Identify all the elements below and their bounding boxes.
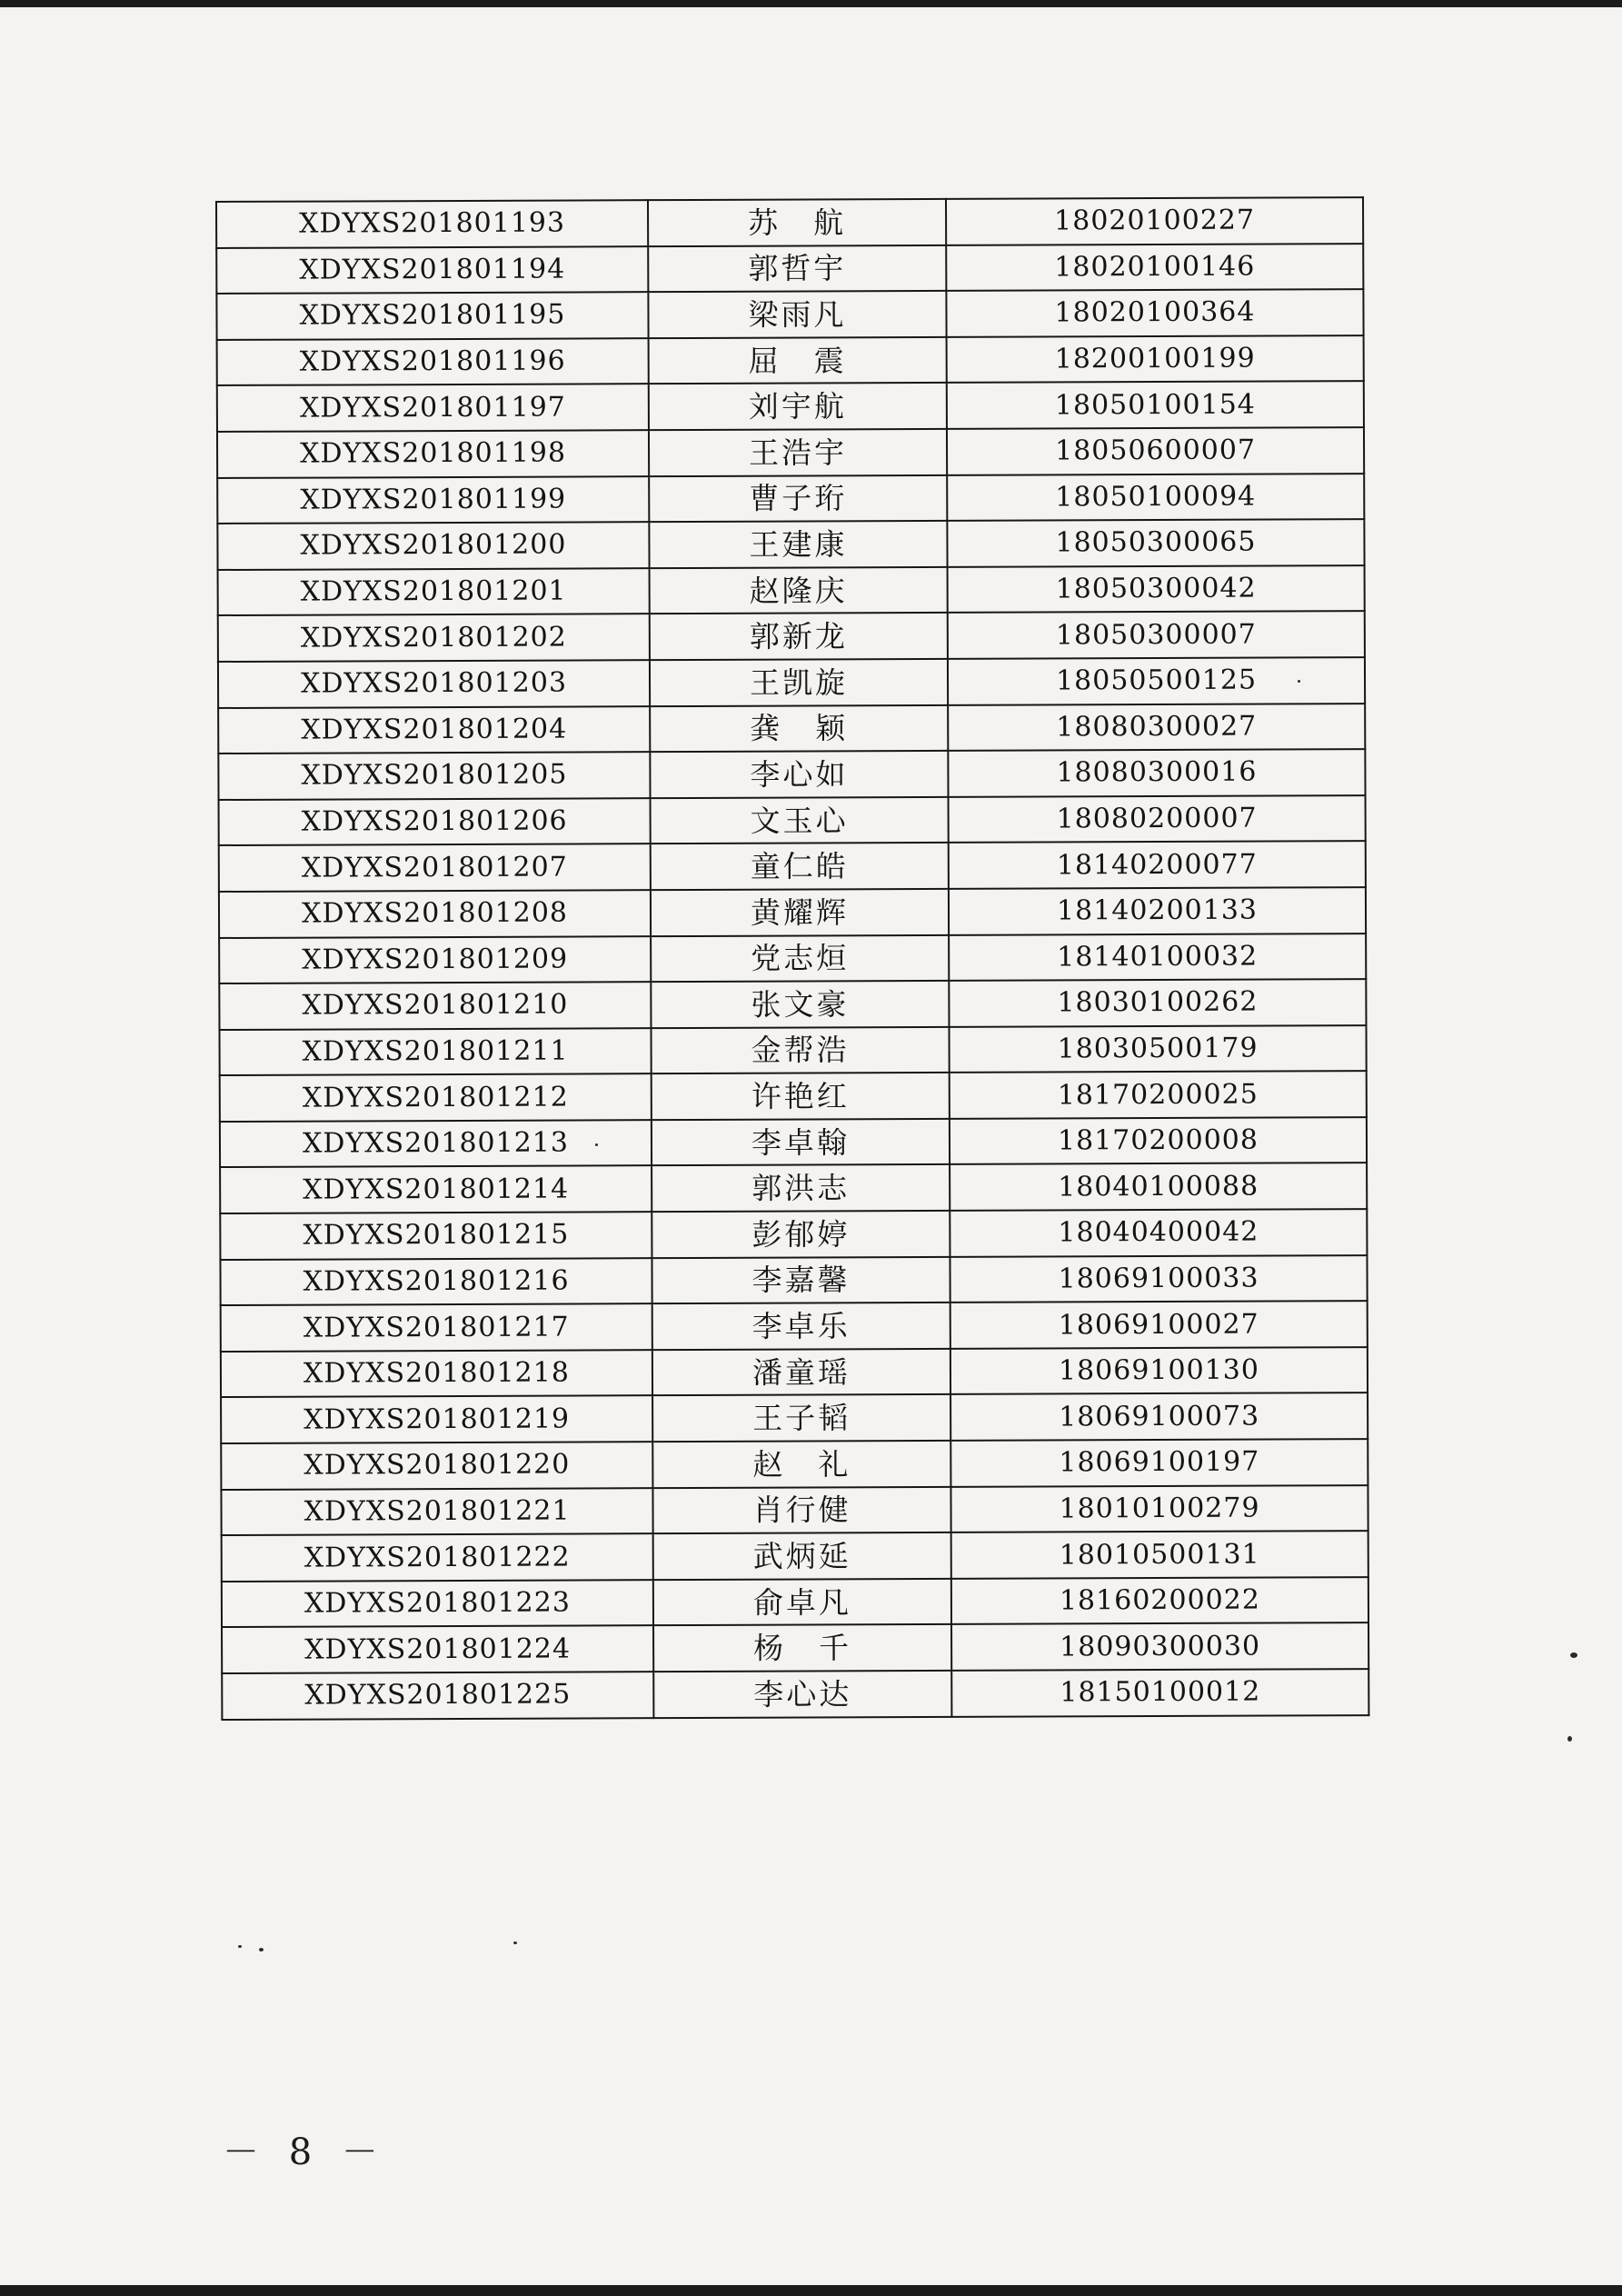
- student-name-cell: 金帮浩: [651, 1027, 949, 1074]
- student-code-cell: XDYXS201801220: [221, 1442, 652, 1489]
- table-row: [222, 1577, 1368, 1627]
- student-id-cell: 18050500125: [948, 657, 1365, 704]
- student-code-cell: XDYXS201801204: [218, 706, 650, 754]
- student-name-cell: 李卓翰: [652, 1119, 950, 1166]
- student-id-cell: 18050600007: [947, 427, 1364, 474]
- student-code-cell: XDYXS201801219: [221, 1396, 652, 1443]
- student-code-cell: XDYXS201801203: [218, 660, 650, 707]
- student-code-cell: XDYXS201801218: [221, 1350, 652, 1397]
- student-name-cell: 赵隆庆: [650, 567, 948, 614]
- student-id-cell: 18050300042: [948, 565, 1365, 613]
- table-row: [221, 1301, 1368, 1351]
- table-row: [221, 1393, 1368, 1443]
- table-row: [219, 841, 1366, 891]
- student-code-cell: XDYXS201801214: [220, 1166, 652, 1213]
- table-row: [217, 474, 1364, 524]
- student-name-cell: 俞卓凡: [653, 1579, 951, 1626]
- student-id-cell: 18080300016: [948, 749, 1365, 796]
- table-row: [218, 611, 1365, 661]
- student-code-cell: XDYXS201801225: [222, 1672, 653, 1719]
- scan-speck: [1298, 680, 1300, 683]
- student-id-cell: 18170200025: [950, 1071, 1367, 1118]
- student-code-cell: XDYXS201801208: [219, 890, 651, 937]
- table-row: [219, 795, 1366, 845]
- student-code-cell: XDYXS201801224: [222, 1626, 653, 1673]
- table-row: [220, 1255, 1367, 1305]
- table-row: [220, 1025, 1367, 1075]
- student-name-cell: 李卓乐: [652, 1303, 950, 1350]
- student-code-cell: XDYXS201801194: [216, 246, 648, 294]
- student-name-cell: 刘宇航: [649, 383, 947, 430]
- table-row: [222, 1669, 1368, 1719]
- student-name-cell: 杨 千: [653, 1624, 951, 1672]
- student-name-cell: 王浩宇: [649, 429, 947, 476]
- page-number: － 8 －: [223, 2131, 387, 2173]
- student-id-cell: 18150100012: [951, 1669, 1368, 1716]
- student-code-cell: XDYXS201801193: [216, 200, 648, 247]
- student-name-cell: 肖行健: [652, 1487, 950, 1534]
- student-id-cell: 18050100154: [947, 382, 1364, 429]
- student-name-cell: 李心达: [653, 1671, 951, 1718]
- student-id-cell: 18160200022: [951, 1577, 1368, 1624]
- student-name-cell: 党志烜: [651, 934, 949, 982]
- student-code-cell: XDYXS201801206: [219, 798, 651, 845]
- student-code-cell: XDYXS201801199: [217, 476, 649, 524]
- table-row: [217, 519, 1364, 569]
- student-name-cell: 童仁皓: [651, 843, 949, 890]
- student-name-cell: 潘童瑶: [652, 1349, 950, 1396]
- student-code-cell: XDYXS201801201: [218, 568, 650, 615]
- student-id-cell: 18040400042: [950, 1209, 1367, 1256]
- student-code-cell: XDYXS201801222: [222, 1533, 653, 1581]
- student-id-cell: 18140100032: [949, 933, 1366, 981]
- student-code-cell: XDYXS201801217: [221, 1303, 652, 1351]
- student-name-cell: 赵 礼: [652, 1441, 950, 1488]
- table-row: [220, 1209, 1367, 1259]
- student-id-cell: 18020100364: [946, 289, 1363, 336]
- student-name-cell: 许艳红: [652, 1073, 950, 1120]
- student-name-cell: 屈 震: [649, 337, 947, 384]
- student-id-cell: 18069100033: [950, 1255, 1367, 1303]
- table-row: [220, 1071, 1367, 1121]
- student-id-cell: 18069100130: [950, 1347, 1368, 1394]
- student-name-cell: 郭洪志: [652, 1164, 950, 1212]
- student-code-cell: XDYXS201801211: [220, 1028, 652, 1075]
- student-name-cell: 郭新龙: [650, 613, 948, 660]
- table-row: [217, 382, 1364, 432]
- table-row: [220, 1163, 1367, 1213]
- student-name-cell: 黄耀辉: [651, 889, 949, 936]
- student-name-cell: 王凯旋: [650, 659, 948, 706]
- table-row: [219, 887, 1366, 937]
- student-id-cell: 18140200077: [949, 841, 1366, 888]
- table-row: [217, 335, 1364, 385]
- student-code-cell: XDYXS201801195: [216, 292, 648, 339]
- table-row: [222, 1531, 1368, 1581]
- scan-speck: [259, 1948, 264, 1952]
- student-name-cell: 文玉心: [651, 797, 949, 844]
- student-name-cell: 龚 颖: [650, 704, 948, 752]
- student-name-cell: 武炳延: [653, 1532, 951, 1580]
- table-row: [218, 704, 1365, 754]
- table-row: [216, 244, 1363, 294]
- student-name-cell: 王子韬: [652, 1394, 950, 1442]
- student-id-cell: 18090300030: [951, 1623, 1368, 1671]
- student-code-cell: XDYXS201801197: [217, 384, 649, 432]
- table-row: [218, 749, 1365, 799]
- table-row: [221, 1485, 1368, 1535]
- student-id-cell: 18069100073: [950, 1393, 1368, 1441]
- table-row: [221, 1439, 1368, 1489]
- student-id-cell: 18080300027: [948, 704, 1365, 751]
- student-code-cell: XDYXS201801198: [217, 430, 649, 477]
- student-name-cell: 王建康: [649, 521, 947, 568]
- student-code-cell: XDYXS201801212: [220, 1073, 652, 1121]
- student-id-cell: 18030100262: [949, 979, 1366, 1026]
- student-code-cell: XDYXS201801223: [222, 1580, 653, 1627]
- table-row: [218, 657, 1365, 707]
- student-code-cell: XDYXS201801210: [219, 982, 651, 1029]
- student-id-cell: 18170200008: [950, 1117, 1367, 1164]
- scan-speck: [595, 1143, 598, 1146]
- student-code-cell: XDYXS201801215: [220, 1212, 652, 1259]
- table-row: [216, 197, 1363, 247]
- scan-speck: [1570, 1652, 1577, 1658]
- scan-speck: [1567, 1736, 1572, 1742]
- student-code-cell: XDYXS201801196: [217, 338, 649, 385]
- student-id-cell: 18200100199: [947, 335, 1364, 383]
- student-id-cell: 18069100197: [950, 1439, 1368, 1486]
- student-code-cell: XDYXS201801213: [220, 1120, 652, 1167]
- table-row: [221, 1347, 1368, 1397]
- roster-table: [215, 196, 1369, 1720]
- student-code-cell: XDYXS201801207: [219, 844, 651, 891]
- student-name-cell: 梁雨凡: [648, 291, 946, 338]
- table-row: [218, 565, 1365, 615]
- student-id-cell: 18080200007: [949, 795, 1366, 843]
- student-code-cell: XDYXS201801221: [221, 1488, 652, 1535]
- table-row: [222, 1623, 1368, 1673]
- student-name-cell: 张文豪: [651, 981, 949, 1028]
- student-name-cell: 郭哲宇: [648, 245, 946, 293]
- student-id-cell: 18069100027: [950, 1301, 1368, 1348]
- student-name-cell: 李心如: [650, 751, 948, 798]
- document-page: [0, 7, 1622, 2285]
- student-code-cell: XDYXS201801216: [220, 1258, 652, 1305]
- student-name-cell: 李嘉馨: [652, 1257, 950, 1304]
- roster-table-body: [216, 197, 1368, 1719]
- student-code-cell: XDYXS201801205: [218, 752, 650, 799]
- student-code-cell: XDYXS201801200: [217, 522, 649, 569]
- student-id-cell: 18010100279: [950, 1485, 1368, 1532]
- student-id-cell: 18140200133: [949, 887, 1366, 934]
- student-id-cell: 18020100227: [946, 197, 1363, 245]
- student-name-cell: 曹子珩: [649, 474, 947, 522]
- student-id-cell: 18040100088: [950, 1163, 1367, 1211]
- student-name-cell: 彭郁婷: [652, 1211, 950, 1258]
- table-row: [220, 1117, 1367, 1167]
- student-id-cell: 18050300065: [947, 519, 1364, 566]
- student-id-cell: 18050300007: [948, 611, 1365, 658]
- student-id-cell: 18010500131: [951, 1531, 1368, 1578]
- table-row: [216, 289, 1363, 339]
- student-id-cell: 18030500179: [949, 1025, 1366, 1073]
- table-row: [219, 933, 1366, 983]
- scan-speck: [238, 1945, 242, 1948]
- student-id-cell: 18050100094: [947, 474, 1364, 521]
- student-id-cell: 18020100146: [946, 244, 1363, 291]
- student-name-cell: 苏 航: [648, 199, 946, 246]
- student-code-cell: XDYXS201801202: [218, 614, 650, 662]
- scan-speck: [513, 1942, 517, 1944]
- student-code-cell: XDYXS201801209: [219, 936, 651, 983]
- table-row: [219, 979, 1366, 1029]
- table-row: [217, 427, 1364, 477]
